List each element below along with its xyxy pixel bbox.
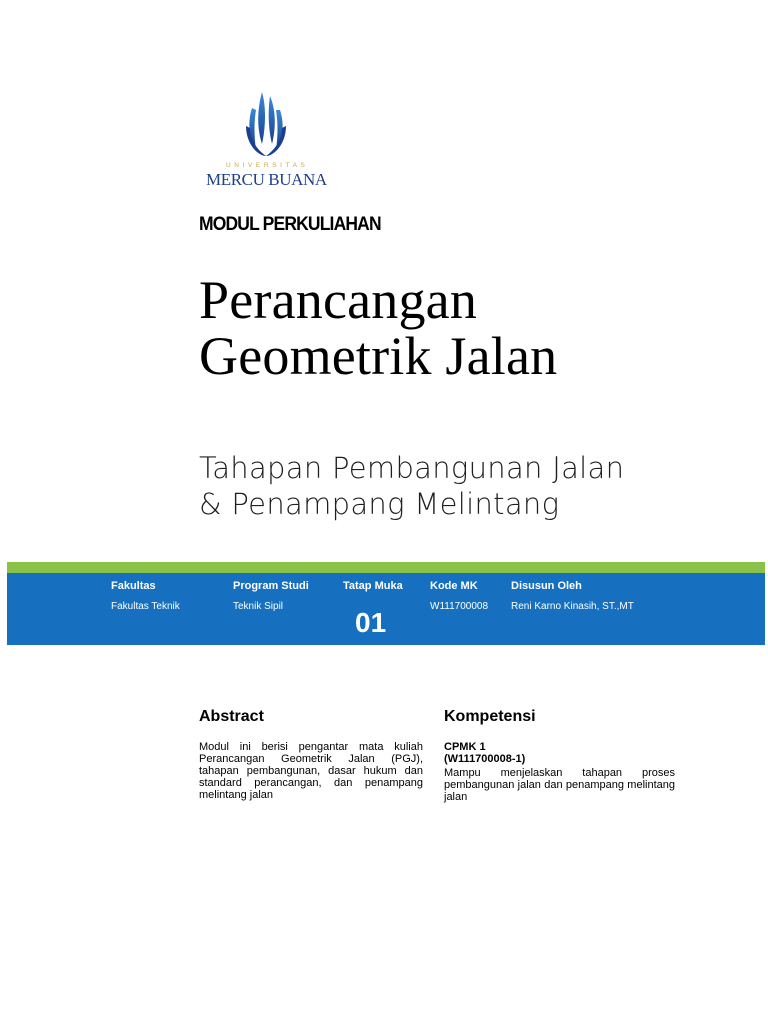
mercu-buana-emblem-icon [200, 86, 338, 164]
kompetensi-heading: Kompetensi [444, 708, 536, 725]
program-studi-label: Program Studi [233, 580, 309, 592]
fakultas-label: Fakultas [111, 580, 156, 592]
abstract-heading: Abstract [199, 708, 264, 725]
kode-mk-label: Kode MK [430, 580, 478, 592]
kompetensi-subcode: (W111700008-1) [444, 753, 526, 765]
page-title [199, 272, 557, 384]
subtitle-line-1: Tahapan Pembangunan Jalan [199, 451, 625, 485]
subtitle-line-2: & Penampang Melintang [199, 487, 560, 521]
kode-mk-value: W111700008 [430, 601, 489, 612]
abstract-text: Modul ini berisi pengantar mata kuliah Perancangan Geometrik Jalan (PGJ), tahapan pembangunan, dasar hukum dan standard perancangan, dan penampang melintang jalan [199, 741, 423, 801]
module-label: MODUL PERKULIAHAN [199, 214, 381, 235]
university-logo [200, 86, 338, 194]
program-studi-value: Teknik Sipil [233, 601, 284, 612]
kompetensi-code: CPMK 1 [444, 741, 486, 753]
green-divider [7, 562, 765, 573]
fakultas-value: Fakultas Teknik [111, 601, 180, 612]
logo-university-label: UNIVERSITAS [226, 162, 309, 169]
tatap-muka-value: 01 [355, 607, 387, 638]
title-line-2: Geometrik Jalan [199, 326, 558, 386]
disusun-oleh-label: Disusun Oleh [511, 580, 582, 592]
title-line-1: Perancangan [199, 270, 478, 330]
tatap-muka-label: Tatap Muka [343, 580, 403, 592]
page-subtitle [199, 450, 624, 522]
kompetensi-text: Mampu menjelaskan tahapan proses pembangunan jalan dan penampang melintang jalan [444, 767, 675, 803]
disusun-oleh-value: Reni Karno Kinasih, ST.,MT [511, 601, 634, 612]
course-info-band [7, 573, 765, 645]
logo-name: MERCU BUANA [206, 170, 327, 189]
kompetensi-code-block [444, 741, 525, 765]
